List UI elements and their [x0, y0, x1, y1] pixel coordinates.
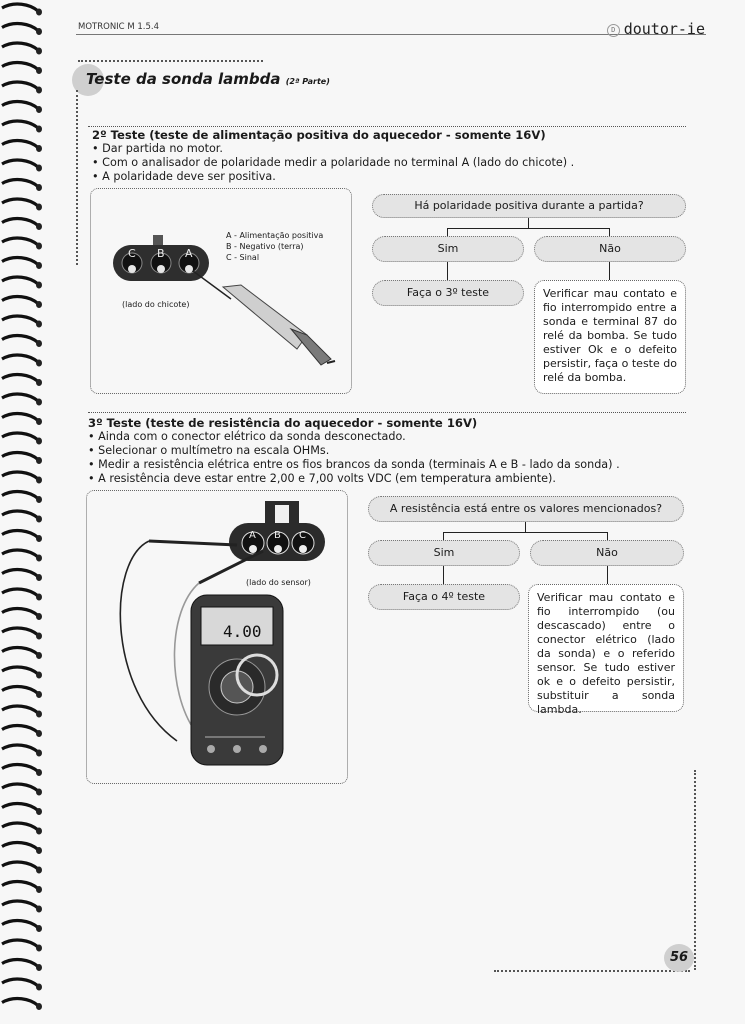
- test2-item: • A polaridade deve ser positiva.: [92, 170, 682, 184]
- test2-no: Não: [534, 236, 686, 262]
- page-title: Teste da sonda lambda (2ª Parte): [86, 70, 330, 88]
- test2-item: • Dar partida no motor.: [92, 142, 682, 156]
- test2-yes-action: Faça o 3º teste: [372, 280, 524, 306]
- test2-item: • Com o analisador de polaridade medir a polaridade no terminal A (lado do chicote) .: [92, 156, 682, 170]
- title-dotted-rule: [78, 60, 263, 62]
- test3-no: Não: [530, 540, 684, 566]
- pin-label: B: [274, 530, 281, 541]
- legend-item: B - Negativo (terra): [226, 242, 304, 251]
- test3-heading: 3º Teste (teste de resistência do aquecedor - somente 16V): [88, 416, 478, 430]
- brand-name: doutor-ie: [623, 20, 705, 38]
- pin-label: C: [299, 530, 306, 541]
- left-dotted-margin: [76, 90, 78, 265]
- test2-caption: (lado do chicote): [122, 300, 190, 309]
- meter-display: 4.00: [223, 622, 262, 641]
- flow-connector: [447, 228, 609, 229]
- flow-connector: [609, 262, 610, 280]
- multimeter-illustration: [87, 491, 347, 783]
- flow-connector: [609, 228, 610, 236]
- pin-label: B: [157, 247, 165, 260]
- test3-yes: Sim: [368, 540, 520, 566]
- flow-connector: [607, 566, 608, 584]
- test2-legend: [226, 230, 323, 263]
- test2-section: [92, 128, 682, 184]
- flow-connector: [607, 532, 608, 540]
- right-dotted-margin: [694, 770, 696, 970]
- flow-connector: [443, 532, 444, 540]
- test3-figure: [86, 490, 348, 784]
- flow-connector: [443, 532, 607, 533]
- test3-no-action: Verificar mau contato e fio interrompido (ou descascado) entre o conector elétrico (lado da sonda) e o referido sensor. Se tudo estiver ok e o defeito persistir, substituir a sonda lambda.: [528, 584, 684, 712]
- legend-item: C - Sinal: [226, 253, 260, 262]
- flow-connector: [447, 262, 448, 280]
- test3-caption: (lado do sensor): [246, 578, 311, 587]
- test2-question: Há polaridade positiva durante a partida?: [372, 194, 686, 218]
- page-subtitle: (2ª Parte): [285, 77, 330, 86]
- test2-figure: [90, 188, 352, 394]
- test3-item: • Selecionar o multímetro na escala OHMs.: [88, 444, 688, 458]
- test2-heading: 2º Teste (teste de alimentação positiva do aquecedor - somente 16V): [92, 128, 546, 142]
- flow-connector: [525, 522, 526, 532]
- spiral-binding: [0, 0, 44, 1024]
- header-model: MOTRONIC M 1.5.4: [78, 22, 159, 32]
- test2-no-action: Verificar mau contato e fio interrompido entre a sonda e terminal 87 do relé da bomba. Se tudo estiver Ok e o defeito persistir, faça o teste do relé da bomba.: [534, 280, 686, 394]
- test3-section: [88, 416, 688, 486]
- test3-yes-action: Faça o 4º teste: [368, 584, 520, 610]
- separator-top: [88, 126, 686, 127]
- header-brand: [607, 20, 705, 38]
- footer-dotted-rule: [494, 970, 690, 972]
- separator-middle: [88, 412, 686, 413]
- pin-label: A: [185, 247, 193, 260]
- flow-connector: [447, 228, 448, 236]
- test3-item: • Ainda com o conector elétrico da sonda desconectado.: [88, 430, 688, 444]
- test3-item: • Medir a resistência elétrica entre os fios brancos da sonda (terminais A e B - lado da sonda) .: [88, 458, 688, 472]
- harness-connector-illustration: [91, 189, 351, 393]
- flow-connector: [443, 566, 444, 584]
- pin-label: A: [249, 530, 256, 541]
- test3-item: • A resistência deve estar entre 2,00 e 7,00 volts VDC (em temperatura ambiente).: [88, 472, 688, 486]
- page-number: 56: [664, 944, 694, 972]
- test3-question: A resistência está entre os valores mencionados?: [368, 496, 684, 522]
- test2-yes: Sim: [372, 236, 524, 262]
- legend-item: A - Alimentação positiva: [226, 231, 324, 240]
- brand-logo-icon: D: [607, 24, 620, 37]
- flow-connector: [528, 218, 529, 228]
- pin-label: C: [128, 247, 136, 260]
